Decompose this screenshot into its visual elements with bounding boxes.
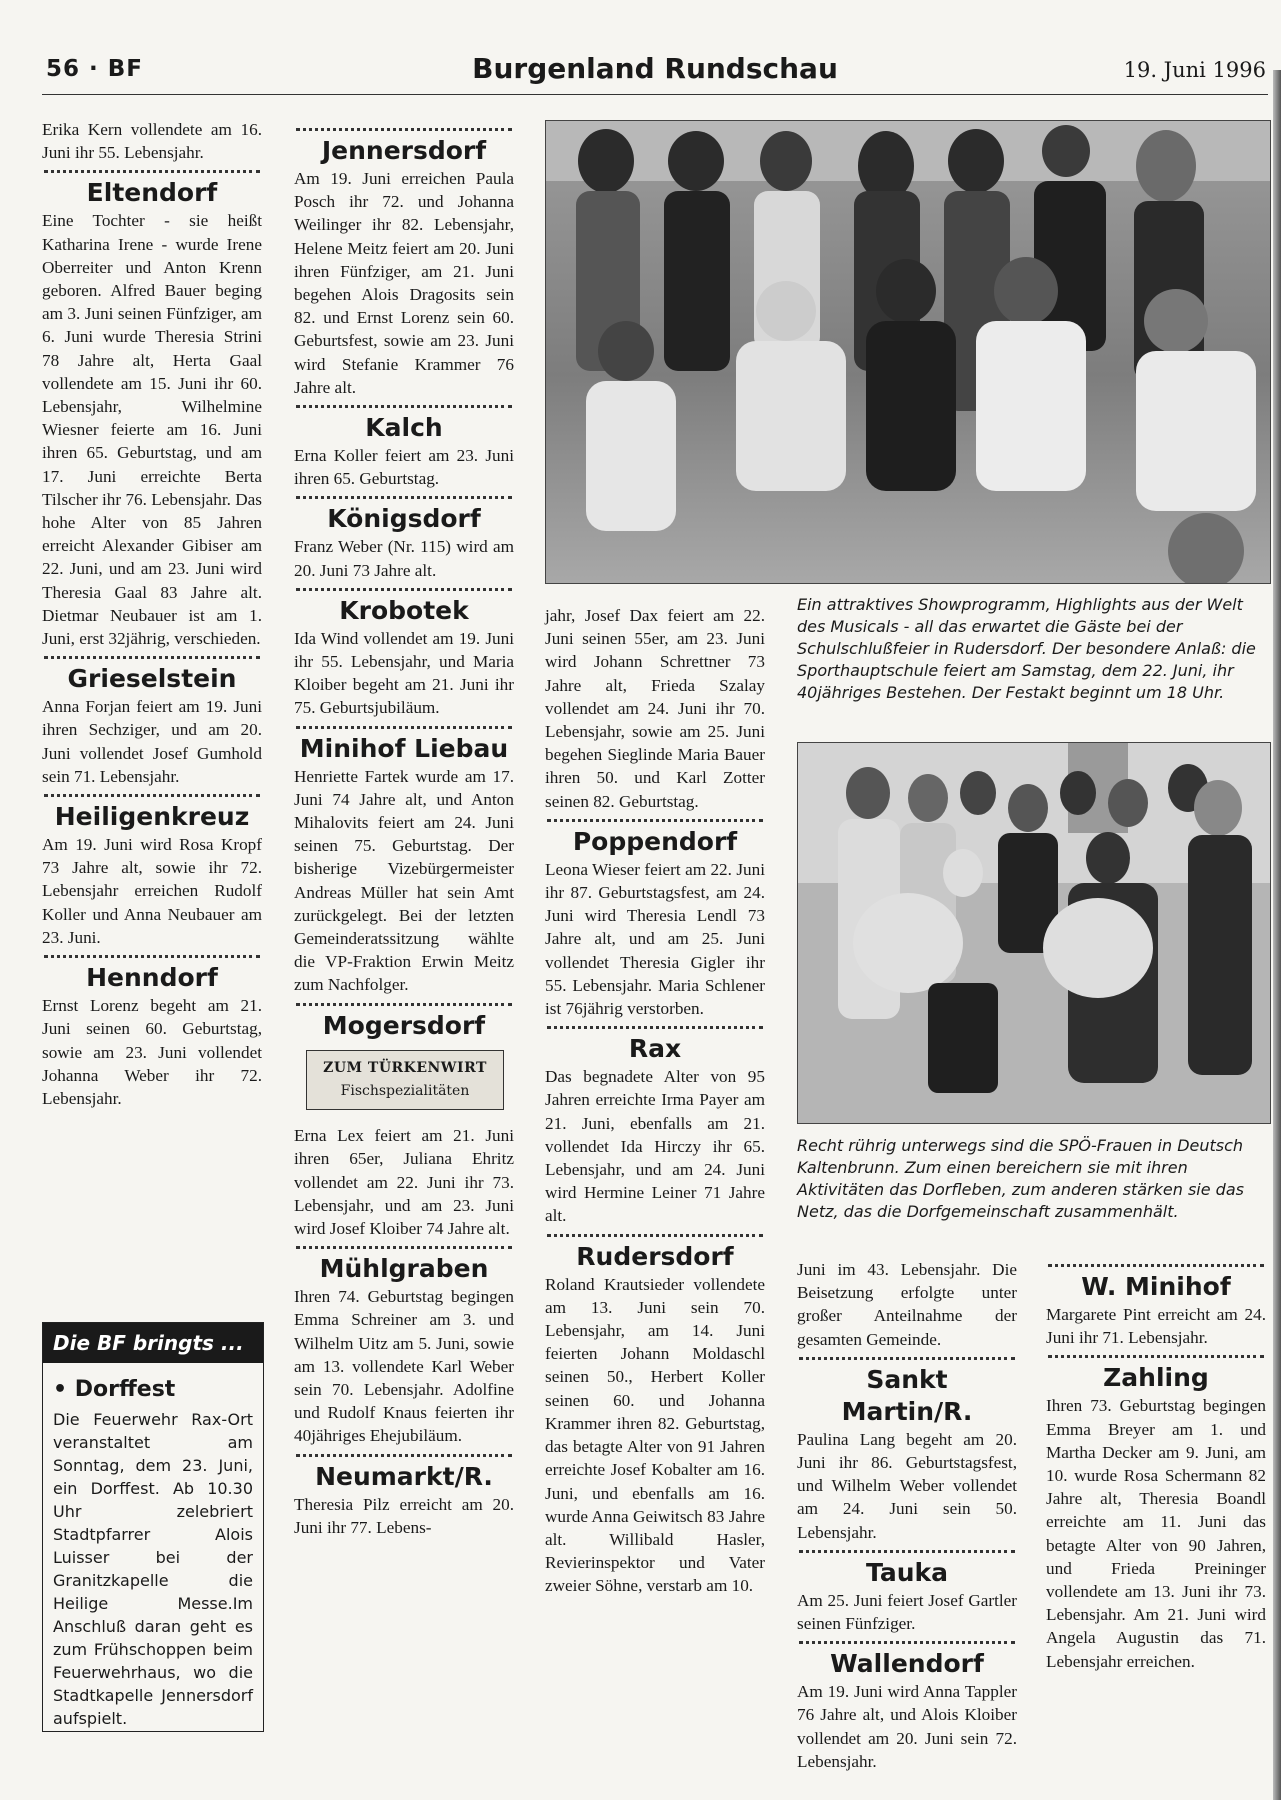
divider [44, 170, 260, 173]
text-henndorf: Ernst Lorenz begeht am 21. Juni seinen 60. Geburtstag, sowie am 23. Juni vollendet Johanna Weber ihr 72. Lebensjahr. [42, 996, 262, 1108]
photo-spoe-women-image [798, 743, 1270, 1123]
info-box [42, 1322, 264, 1732]
newspaper-title: Burgenland Rundschau [472, 52, 838, 85]
text-jennersdorf: Am 19. Juni erreichen Paula Posch ihr 72. und Johanna Weilinger ihr 82. Lebensjahr, Helene Meitz feiert am 20. Juni ihren Fünfziger, am 21. Juni begehen Alois Dragosits sein 82. und Ernst Lorenz sein 60. Geburtsfest, sowie am 23. Juni wird Stefanie Krammer 76 Jahre alt. [294, 169, 514, 397]
issue-date: 19. Juni 1996 [1123, 58, 1266, 82]
photo-school-girls-caption: Ein attraktives Showprogramm, Highlights aus der Welt des Musicals - all das erwartet die Gäste bei der Schulschlußfeier in Rudersdorf. Der besondere Anlaß: die Sporthauptschule feiert am Samstag, dem 22. Juni, ihr 40jähriges Bestehen. Der Festakt beginnt um 18 Uhr. [797, 595, 1256, 702]
heading-henndorf: Henndorf [86, 963, 218, 993]
divider [799, 1550, 1015, 1553]
text-wallendorf: Am 19. Juni wird Anna Tappler 76 Jahre alt, und Alois Kloiber vollendet am 20. Juni sein 72. Lebensjahr. [797, 1682, 1017, 1771]
divider [296, 496, 512, 499]
heading-tauka: Tauka [866, 1557, 948, 1587]
text-minihof-liebau: Henriette Fartek wurde am 17. Juni 74 Jahre alt, und Anton Mihalovits feiert am 24. Juni seinen 75. Geburtstag. Der bisherige Vizebürgermeister Andreas Müller hat sein Amt zurückgelegt. Bei der letzten Gemeinderatssitzung wählte die VP-Fraktion Erwin Meitz zum Nachfolger. [294, 766, 514, 995]
text-koenigsdorf: Franz Weber (Nr. 115) wird am 20. Juni 73 Jahre alt. [294, 537, 514, 580]
divider [547, 1026, 763, 1029]
divider [296, 128, 512, 131]
column-1-intro: Erika Kern vollendete am 16. Juni ihr 55. Lebensjahr. [42, 120, 262, 163]
text-rudersdorf: Roland Krautsieder vollendete am 13. Juni sein 70. Lebensjahr, am 14. Juni feierten Johann Moldaschl seinen 50., Herbert Koller seinen 60. und Johanna Krammer ihren 82. Geburtstag, das betagte Alter von 91 Jahren erreichte Josef Kobalter am 16. Juni, und ebenfalls am 16. wurde Anna Geiwitsch 83 Jahre alt. Willibald Hasler, Revierinspektor und Vater zweier Söhne, verstarb am 10. [545, 1274, 765, 1596]
divider [44, 955, 260, 958]
divider [296, 588, 512, 591]
divider [799, 1357, 1015, 1360]
column-4-intro: Juni im 43. Lebensjahr. Die Beisetzung erfolgte unter großer Anteilnahme der gesamten Gemeinde. [797, 1260, 1017, 1349]
page-edge-shadow [1273, 70, 1281, 1800]
text-mogersdorf: Erna Lex feiert am 21. Juni ihren 65er, Juliana Ehritz vollendet am 22. Juni ihr 73. Lebensjahr, und am 23. Juni wird Josef Kloiber 74 Jahre alt. [294, 1126, 514, 1238]
divider [547, 1234, 763, 1237]
heading-koenigsdorf: Königsdorf [327, 504, 481, 534]
advertisement-tuerkenwirt [306, 1050, 504, 1110]
ad-subtitle: Fischspezialitäten [340, 1082, 470, 1099]
column-2 [294, 118, 514, 1539]
heading-grieselstein: Grieselstein [67, 664, 237, 694]
masthead [42, 50, 1268, 95]
page-number: 56 · BF [46, 56, 144, 82]
heading-jennersdorf: Jennersdorf [321, 136, 487, 165]
divider [296, 1246, 512, 1249]
heading-zahling: Zahling [1103, 1363, 1209, 1393]
heading-neumarkt: Neumarkt/R. [315, 1461, 493, 1491]
column-3 [545, 604, 765, 1598]
heading-w-minihof: W. Minihof [1081, 1272, 1231, 1301]
text-kalch: Erna Koller feiert am 23. Juni ihren 65. Geburtstag. [294, 446, 514, 489]
divider [547, 819, 763, 822]
divider [296, 726, 512, 729]
ad-title: ZUM TÜRKENWIRT [323, 1059, 487, 1076]
column-4 [797, 1258, 1017, 1773]
column-3-intro: jahr, Josef Dax feiert am 22. Juni seinen 55er, am 23. Juni wird Johann Schrettner 73 Jahre alt, Frieda Szalay vollendet am 24. Juni ihr 70. Lebensjahr, sowie am 25. Juni begehen Sieglinde Maria Bauer ihren 50. und Karl Zotter seinen 82. Geburtstag. [545, 606, 765, 811]
heading-eltendorf: Eltendorf [86, 178, 218, 208]
divider [296, 1003, 512, 1006]
text-neumarkt: Theresia Pilz erreicht am 20. Juni ihr 77. Lebens- [294, 1494, 514, 1537]
heading-minihof-liebau: Minihof Liebau [299, 733, 509, 763]
text-sankt-martin: Paulina Lang begeht am 20. Juni ihr 86. Geburtstagsfest, und Wilhelm Weber vollendet am 24. Juni sein 50. Lebensjahr. [797, 1429, 1017, 1542]
divider [296, 405, 512, 408]
divider [799, 1641, 1015, 1644]
divider [296, 1454, 512, 1457]
heading-kalch: Kalch [365, 413, 443, 443]
heading-mogersdorf: Mogersdorf [322, 1010, 486, 1040]
text-tauka: Am 25. Juni feiert Josef Gartler seinen Fünfziger. [797, 1590, 1017, 1634]
text-heiligenkreuz: Am 19. Juni wird Rosa Kropf 73 Jahre alt, sowie ihr 72. Lebensjahr erreichen Rudolf Koller und Anna Neubauer am 23. Juni. [42, 835, 262, 947]
heading-sankt-martin: Sankt Martin/R. [841, 1364, 973, 1426]
divider [1048, 1355, 1264, 1358]
photo-spoe-women [797, 742, 1271, 1124]
text-rax: Das begnadete Alter von 95 Jahren erreichte Irma Payer am 21. Juni, ebenfalls am 21. vollendet Ida Hirczy ihr 65. Lebensjahr, und am 24. Juni wird Hermine Leiner 71 Jahre alt. [545, 1067, 765, 1226]
column-1 [42, 118, 262, 1110]
photo-spoe-women-caption: Recht rührig unterwegs sind die SPÖ-Frauen in Deutsch Kaltenbrunn. Zum einen bereichern sie mit ihren Aktivitäten das Dorfleben, zum anderen stärken sie das Netz, das die Dorfgemeinschaft zusammenhält. [797, 1136, 1244, 1221]
text-krobotek: Ida Wind vollendet am 19. Juni ihr 55. Lebensjahr, und Maria Kloiber begeht am 21. Juni ihr 75. Geburtsjubiläum. [294, 628, 514, 718]
divider [1048, 1264, 1264, 1267]
info-box-title: • Dorffest [53, 1377, 176, 1402]
text-eltendorf: Eine Tochter - sie heißt Katharina Irene - wurde Irene Oberreiter und Anton Krenn geboren. Alfred Bauer beging am 3. Juni seinen Fünfziger, am 6. Juni wurde Theresia Strini 78 Jahre alt, Herta Gaal vollendete am 15. Juni ihr 60. Lebensjahr, Wilhelmine Wiesner feierte am 16. Juni ihren 65. Geburtstag, und am 17. Juni erreichte Berta Tilscher ihr 76. Lebensjahr. Das hohe Alter von 85 Jahren erreicht Alexander Gibiser am 22. Juni, und am 23. Juni wird Theresia Gaal 83 Jahre alt. Dietmar Neubauer ist am 1. Juni, erst 32jährig, verschieden. [42, 211, 262, 649]
divider [44, 794, 260, 797]
heading-rax: Rax [628, 1034, 682, 1064]
heading-wallendorf: Wallendorf [830, 1649, 984, 1679]
photo-school-girls-image [546, 121, 1270, 583]
heading-muehlgraben: Mühlgraben [319, 1254, 489, 1284]
divider [44, 656, 260, 659]
photo-school-girls [545, 120, 1271, 584]
text-zahling: Ihren 73. Geburtstag begingen Emma Breyer am 1. und Martha Decker am 9. Juni, am 10. wurde Rosa Schermann 82 Jahre alt, Theresia Boandl erreichte am 11. Juni das betagte Alter von 90 Jahren, und Frieda Preininger vollendete am 13. Juni ihr 73. Lebensjahr. Am 21. Juni wird Angela Augustin das 71. Lebensjahr erreichen. [1046, 1396, 1266, 1671]
text-muehlgraben: Ihren 74. Geburtstag begingen Emma Schreiner am 3. und Wilhelm Uitz am 5. Juni, sowie am 13. vollendete Karl Weber sein 70. Lebensjahr. Adolfine und Rudolf Knaus feierten ihr 40jähriges Ehejubiläum. [294, 1287, 514, 1446]
info-box-header: Die BF bringts ... [43, 1323, 263, 1363]
heading-heiligenkreuz: Heiligenkreuz [54, 802, 250, 832]
text-w-minihof: Margarete Pint erreicht am 24. Juni ihr 71. Lebensjahr. [1046, 1305, 1266, 1348]
text-poppendorf: Leona Wieser feiert am 22. Juni ihr 87. Geburtstagsfest, am 24. Juni wird Theresia Lendl 73 Jahre alt, und am 25. Juni vollendet Theresia Gigler ihr 55. Lebensjahr. Maria Schlener ist 76jährig verstorben. [545, 859, 765, 1019]
heading-poppendorf: Poppendorf [572, 826, 738, 856]
heading-krobotek: Krobotek [339, 595, 469, 625]
text-grieselstein: Anna Forjan feiert am 19. Juni ihren Sechziger, und am 20. Juni vollendet Josef Gumhold sein 71. Lebensjahr. [42, 697, 262, 786]
column-5 [1046, 1258, 1266, 1673]
info-box-text: Die Feuerwehr Rax-Ort veranstaltet am Sonntag, dem 23. Juni, ein Dorffest. Ab 10.30 Uhr zelebriert Stadtpfarrer Alois Luisser bei der Granitzkapelle die Heilige Messe.Im Anschluß daran geht es zum Frühschoppen beim Feuerwehrhaus, wo die Stadtkapelle Jennersdorf aufspielt. [53, 1410, 253, 1728]
heading-rudersdorf: Rudersdorf [576, 1241, 734, 1271]
